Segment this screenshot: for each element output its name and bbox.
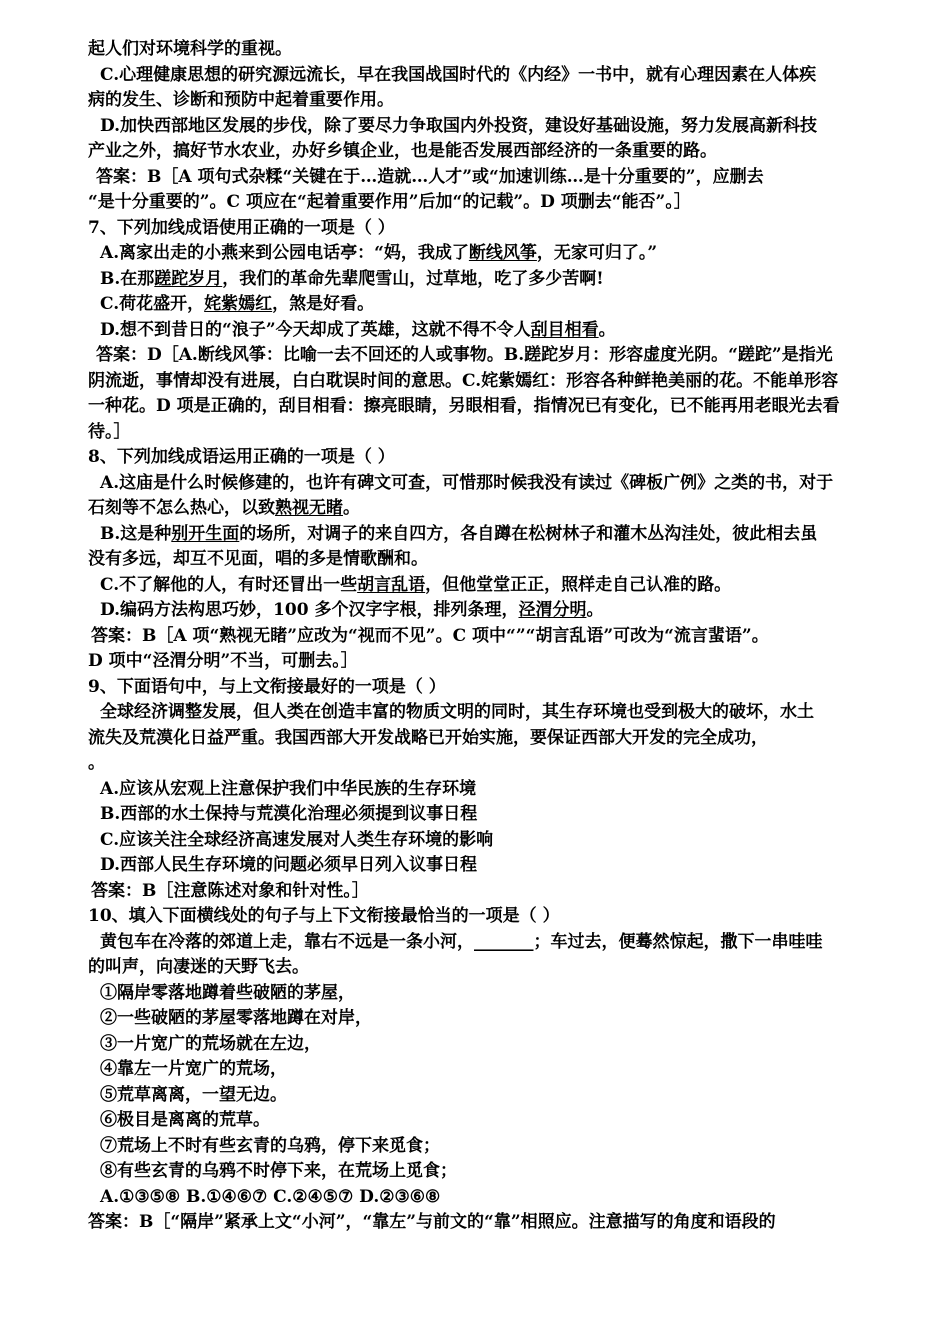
q9-option-a: A.应该从宏观上注意保护我们中华民族的生存环境 <box>100 779 477 799</box>
text: C.荷花盛开， <box>100 294 205 314</box>
q8-option-d <box>100 599 603 621</box>
text: A.离家出走的小燕来到公园电话亭：“妈，我成了 <box>100 243 469 263</box>
option-d: D.加快西部地区发展的步伐，除了要尽力争取国内外投资，建设好基础设施，努力发展高新科技 <box>100 116 818 136</box>
q7-option-d <box>100 319 616 341</box>
answer-line: 阴流逝，事情却没有进展，白白耽误时间的意思。C.姹紫嫣红：形容各种鲜艳美丽的花。不能单形容 <box>88 371 839 391</box>
text: 石刻等不怎么热心，以致 <box>88 498 275 518</box>
q10-item: ⑦荒场上不时有些玄青的乌鸦，停下来觅食； <box>100 1136 440 1156</box>
q7-option-a <box>100 242 657 264</box>
underlined-idiom: 断线风筝 <box>468 243 537 263</box>
underlined-idiom: 熟视无睹 <box>275 498 343 518</box>
q10-item: ④靠左一片宽广的荒场， <box>100 1059 287 1079</box>
q8-option-b <box>100 523 817 545</box>
answer-line: 答案：B［A 项“熟视无睹”应改为“视而不见”。C 项中“”“胡言乱语”可改为“流言蜚语”。 <box>91 626 769 646</box>
text: D.想不到昔日的“浪子”今天却成了英雄，这就不得不令人 <box>100 320 531 340</box>
q10-item: ②一些破陋的茅屋零落地蹲在对岸， <box>100 1008 372 1028</box>
q8-option-a: A.这庙是什么时候修建的，也许有碑文可查，可惜那时候我没有读过《碑板广例》之类的书，对于 <box>100 473 834 493</box>
q10-item: ⑥极目是离离的荒草。 <box>100 1110 270 1130</box>
q9-passage: 。 <box>88 753 105 773</box>
q7-option-c <box>100 293 374 315</box>
q10-passage: 黄包车在冷落的郊道上走，靠右不远是一条小河，_______；车过去，便蓦然惊起，撒下一串哇哇 <box>100 932 823 952</box>
underlined-idiom: 泾渭分明 <box>518 600 587 620</box>
answer-line: 答案：B［“隔岸”紧承上文“小河”，“靠左”与前文的“靠”相照应。注意描写的角度和语段的 <box>88 1212 776 1232</box>
text: ，无家可归了。” <box>536 243 658 263</box>
question-8-title: 8、下列加线成语运用正确的一项是（ ） <box>88 447 395 467</box>
answer-line: 答案：D［A.断线风筝：比喻一去不回还的人或事物。B.蹉跎岁月：形容虚度光阴。“蹉跎”是指光 <box>96 345 833 365</box>
q10-item: ⑤荒草离离，一望无边。 <box>100 1085 287 1105</box>
answer-line: “是十分重要的”。C 项应在“起着重要作用”后加“的记载”。D 项删去“能否”。］ <box>88 192 691 212</box>
q9-passage: 全球经济调整发展，但人类在创造丰富的物质文明的同时，其生存环境也受到极大的破坏，水土 <box>100 702 814 722</box>
text: 。 <box>586 600 604 620</box>
question-9-title: 9、下面语句中，与上文衔接最好的一项是（ ） <box>88 677 446 697</box>
q9-passage: 流失及荒漠化日益严重。我国西部大开发战略已开始实施，要保证西部大开发的完全成功， <box>88 728 768 748</box>
q9-option-c: C.应该关注全球经济高速发展对人类生存环境的影响 <box>100 830 494 850</box>
text: ，但他堂堂正正，照样走自己认准的路。 <box>425 575 732 595</box>
answer-line: 答案：B［注意陈述对象和针对性。］ <box>91 881 369 901</box>
text-line: 产业之外，搞好节水农业，办好乡镇企业，也是能否发展西部经济的一条重要的路。 <box>88 141 717 161</box>
text: C.不了解他的人，有时还冒出一些 <box>100 575 358 595</box>
q9-option-b: B.西部的水土保持与荒漠化治理必须提到议事日程 <box>100 804 478 824</box>
answer-line: 待。］ <box>88 422 131 442</box>
underlined-idiom: 姹紫嫣红 <box>204 294 273 314</box>
q10-item: ①隔岸零落地蹲着些破陋的茅屋， <box>100 983 355 1003</box>
text: 。 <box>598 320 616 340</box>
question-10-title: 10、填入下面横线处的句子与上下文衔接最恰当的一项是（ ） <box>88 906 560 926</box>
text: D.编码方法构思巧妙，100 多个汉字字根，排列条理， <box>100 600 519 620</box>
text-line: 病的发生、诊断和预防中起着重要作用。 <box>88 90 394 110</box>
underlined-idiom: 别开生面 <box>171 524 240 544</box>
text: 的场所，对调子的来自四方，各自蹲在松树林子和灌木丛沟洼处，彼此相去虽 <box>239 524 818 544</box>
text: B.在那 <box>100 269 155 289</box>
text: ，我们的革命先辈爬雪山，过草地，吃了多少苦啊! <box>222 269 604 289</box>
q10-item: ③一片宽广的荒场就在左边， <box>100 1034 321 1054</box>
q8-option-c <box>100 574 731 596</box>
answer-line: 一种花。D 项是正确的，刮目相看：擦亮眼睛，另眼相看，指情况已有变化，已不能再用老眼光去看 <box>88 396 840 416</box>
underlined-idiom: 蹉跎岁月 <box>154 269 223 289</box>
underlined-idiom: 胡言乱语 <box>357 575 426 595</box>
answer-line: D 项中“泾渭分明”不当，可删去。］ <box>88 651 358 671</box>
answer-line: 答案：B［A 项句式杂糅“关键在于…造就…人才”或“加速训练…是十分重要的”，应删去 <box>96 167 764 187</box>
text: 。 <box>343 498 360 518</box>
q8-option-a-cont <box>88 497 360 519</box>
q10-passage: 的叫声，向凄迷的天野飞去。 <box>88 957 309 977</box>
option-c: C.心理健康思想的研究源远流长，早在我国战国时代的《内经》一书中，就有心理因素在人体疾 <box>100 65 817 85</box>
text-line: 起人们对环境科学的重视。 <box>88 39 292 59</box>
text: ，煞是好看。 <box>272 294 375 314</box>
text: B.这是种 <box>100 524 172 544</box>
q10-item: ⑧有些玄青的乌鸦不时停下来，在荒场上觅食； <box>100 1161 457 1181</box>
q10-options: A.①③⑤⑧ B.①④⑥⑦ C.②④⑤⑦ D.②③⑥⑧ <box>100 1187 441 1207</box>
text-line: 没有多远，却互不见面，唱的多是情歌酬和。 <box>88 549 428 569</box>
q7-option-b <box>100 268 604 290</box>
q9-option-d: D.西部人民生存环境的问题必须早日列入议事日程 <box>100 855 478 875</box>
question-7-title: 7、下列加线成语使用正确的一项是（ ） <box>88 218 395 238</box>
underlined-idiom: 刮目相看 <box>530 320 599 340</box>
